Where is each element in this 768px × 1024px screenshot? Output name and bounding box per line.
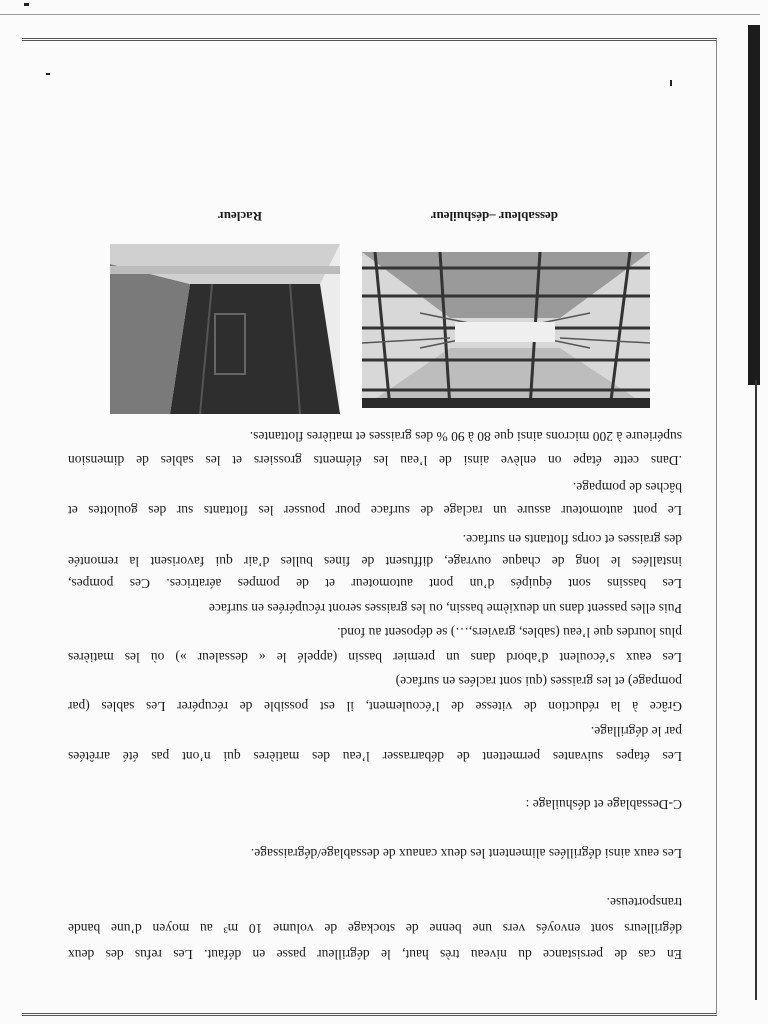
- caption-racleur: Racleur: [217, 209, 262, 224]
- caption-dessableur: dessableur –déshuileur: [430, 209, 558, 224]
- p1-line-3: transporteuse.: [606, 895, 682, 910]
- dessableur-photo: [362, 252, 650, 408]
- scan-speck: [24, 3, 29, 6]
- p5-line-1: Les eaux s’écoulent d’abord dans un premier bassin (appelé le « dessaleur ») où les matières: [68, 650, 682, 665]
- racleur-photo: [110, 244, 340, 414]
- p7-line-2: installées le long de chaque ouvrage, diffusent de fines bulles d’air qui favorisent la remontée: [68, 554, 682, 569]
- scan-speck: [46, 73, 50, 75]
- p4-line-1: Grâce à la réduction de vitesse de l’écoulement, il est possible de récupérer Les sables (par: [68, 699, 682, 714]
- p6-line: Puis elles passent dans un deuxième bassin, ou les graisses seront récupérées en surface: [208, 601, 682, 616]
- p8-line-1: Le pont automoteur assure un raclage de surface pour pousser les flottants sur des goulottes et: [68, 503, 682, 518]
- p9-line-2: supérieure à 200 microns ainsi que 80 à 90 % des graisses et matières flottantes.: [249, 429, 682, 444]
- p1-line-2: dégrilleurs sont envoyés vers une benne de stockage de volume 10 m³ au moyen d’une bande: [68, 921, 682, 936]
- section-heading: C-Dessablage et déshuilage :: [525, 797, 682, 812]
- p2-line: Les eaux ainsi dégrillées alimentent les deux canaux de dessablage/dégraissage.: [250, 846, 682, 861]
- p7-line-1: Les bassins sont équipés d’un pont automoteur et de pompes aératrices. Ces pompes,: [68, 576, 682, 591]
- p3-line-1: Les étapes suivantes permettent de débarrasser l’eau des matières qui n’ont pas été arrêtées: [68, 749, 682, 764]
- p3-line-2: par le dégrillage.: [590, 724, 682, 739]
- scan-speck: [670, 80, 672, 86]
- p8-line-2: bâches de pompage.: [572, 480, 682, 495]
- p5-line-2: plus lourdes que l’eau (sables, graviers,…) se déposent au fond.: [337, 625, 682, 640]
- p1-line-1: En cas de persistance du niveau très haut, le dégrilleur passe en défaut. Les refus des deux: [68, 947, 682, 962]
- p4-line-2: pompage) et les graisses (qui sont raclées en surface): [395, 674, 682, 689]
- p7-line-3: des graisses et corps flottants en surface.: [462, 532, 682, 547]
- p9-line-1: .Dans cette étape on enlève ainsi de l’eau les éléments grossiers et les sables de dimension: [68, 453, 682, 468]
